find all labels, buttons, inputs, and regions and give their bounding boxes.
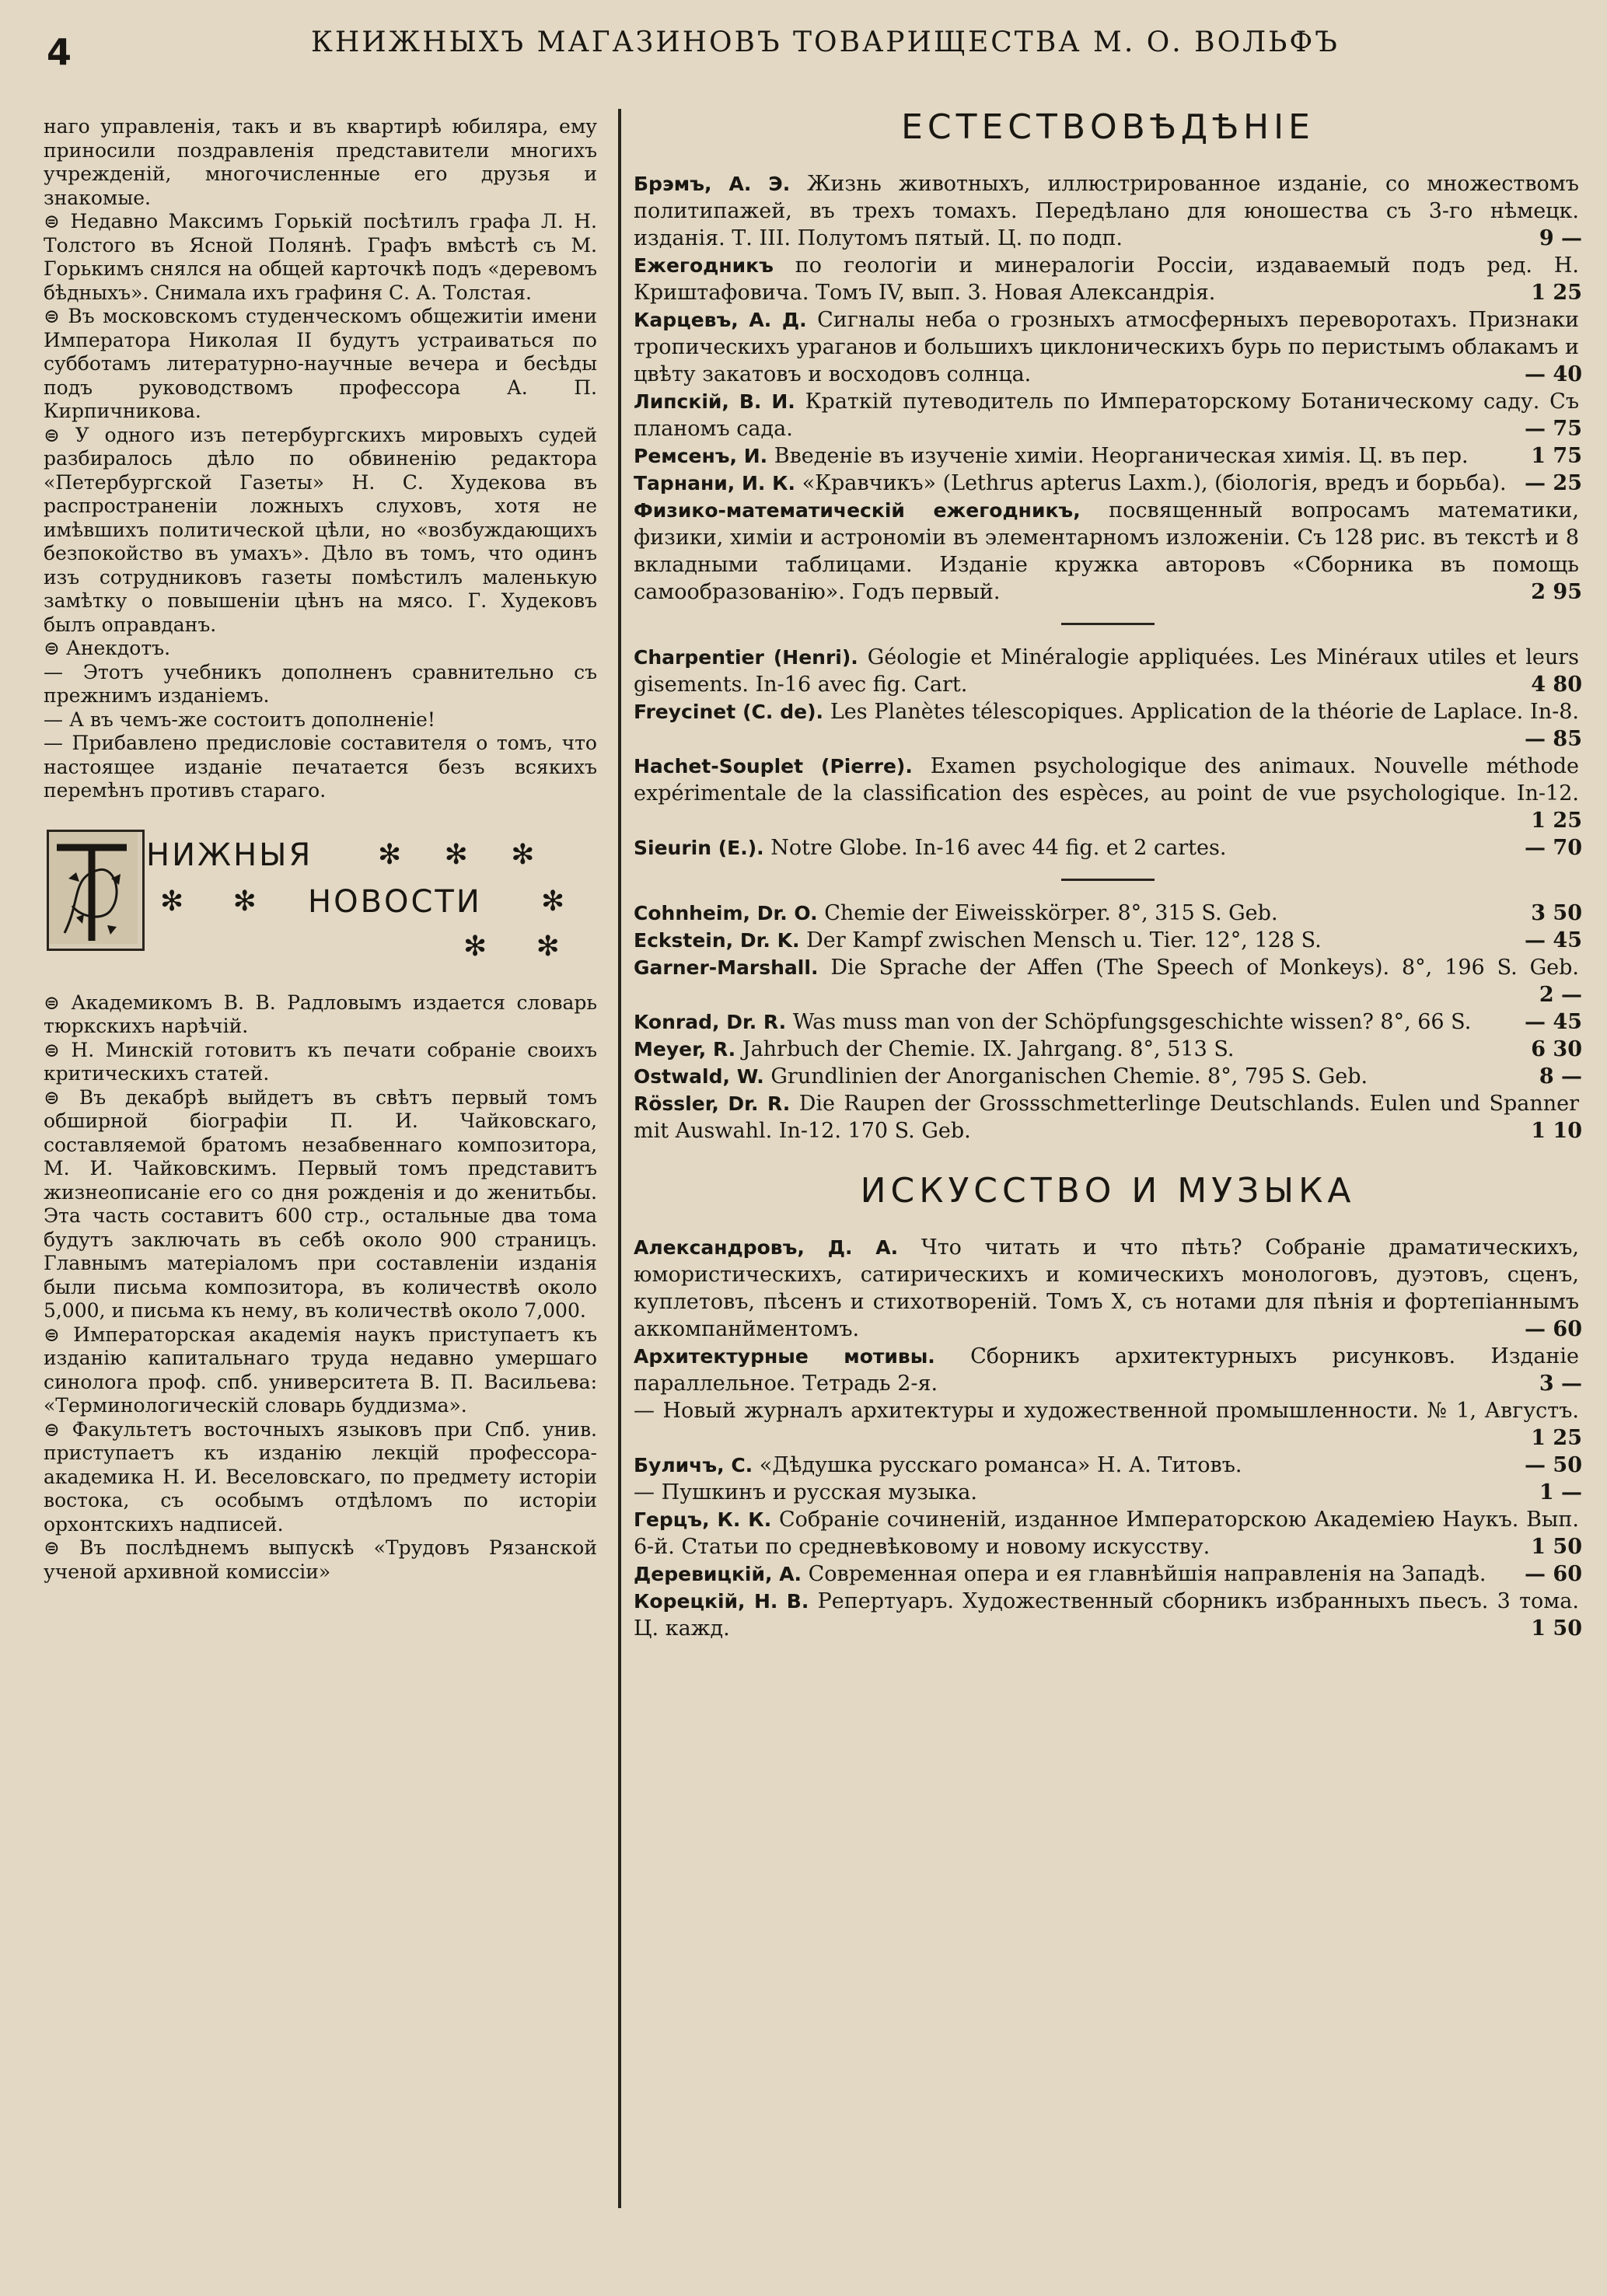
entry-title: «Кравчикъ» (Lethrus apterus Laxm.), (біологія, вредъ и борьба). xyxy=(802,471,1507,495)
entry-price: — 25 xyxy=(1520,470,1582,497)
entry-price: — 60 xyxy=(1520,1316,1582,1343)
separator-rule xyxy=(1061,623,1155,625)
catalog-entry xyxy=(634,1506,1582,1560)
catalog-entry xyxy=(634,753,1582,834)
catalog-entry xyxy=(634,900,1582,927)
entry-author: Карцевъ, А. Д. xyxy=(634,309,807,331)
paragraph: ⊜ Императорская академія наукъ приступаетъ къ изданію капитальнаго труда недавно умершаго синолога проф. спб. университета В. П. Васильева: «Терминологическій словарь буддизма». xyxy=(44,1323,597,1417)
catalog-entry xyxy=(634,1588,1582,1642)
entry-title: Jahrbuch der Chemie. IX. Jahrgang. 8°, 513 S. xyxy=(742,1037,1235,1061)
page-header xyxy=(0,0,1607,93)
entry-author: Архитектурные мотивы. xyxy=(634,1345,935,1368)
entry-author: Konrad, Dr. R. xyxy=(634,1011,787,1033)
entry-title: Der Kampf zwischen Mensch u. Tier. 12°, 128 S. xyxy=(806,928,1322,952)
entry-price: 1 75 xyxy=(1526,442,1582,470)
entry-author: Meyer, R. xyxy=(634,1038,736,1061)
running-head: КНИЖНЫХЪ МАГАЗИНОВЪ ТОВАРИЩЕСТВА М. О. ВОЛЬФЪ xyxy=(311,26,1340,58)
section-title-art-music: ИСКУССТВО И МУЗЫКА xyxy=(860,1171,1356,1211)
page-number: 4 xyxy=(47,31,72,73)
entry-price: 1 10 xyxy=(1526,1117,1582,1145)
stars-row-1: ✻ ✻ ✻ xyxy=(378,838,552,871)
entry-price: 9 — xyxy=(1535,225,1582,252)
catalog-entry xyxy=(634,1234,1582,1343)
entry-price: 1 25 xyxy=(1526,279,1582,306)
entry-author: Ostwald, W. xyxy=(634,1065,764,1088)
catalog-entry xyxy=(634,1063,1582,1090)
paragraph: ⊜ У одного изъ петербургскихъ мировыхъ судей разбиралось дѣло по обвиненію редактора «Петербургской Газеты» Н. С. Худекова въ распространеніи ложныхъ слуховъ, хотя не имѣвшихъ политической цѣли, но «возбуждающихъ безпокойство въ умахъ». Дѣло въ томъ, что одинъ изъ сотрудниковъ газеты помѣстилъ маленькую замѣтку о повышеніи цѣнъ на мясо. Г. Худековъ былъ оправданъ. xyxy=(44,423,597,636)
catalog-entry xyxy=(634,388,1582,442)
entry-author: Буличъ, С. xyxy=(634,1454,753,1476)
entry-author: Ремсенъ, И. xyxy=(634,445,768,467)
catalog-entry xyxy=(634,1036,1582,1063)
stars-row-2: ✻ ✻ xyxy=(160,885,277,917)
ornament-icon xyxy=(49,832,142,949)
paragraph: ⊜ Въ послѣднемъ выпускѣ «Трудовъ Рязанской ученой архивной комиссіи» xyxy=(44,1536,597,1583)
right-column xyxy=(634,100,1582,1642)
paragraph: — А въ чемъ-же состоитъ дополненіе! xyxy=(44,708,435,731)
entry-author: Charpentier (Henri). xyxy=(634,646,858,669)
stars-row-4: ✻ ✻ xyxy=(463,930,580,963)
catalog-entry xyxy=(634,834,1582,861)
entry-title: Введеніе въ изученіе химіи. Неорганическая химія. Ц. въ пер. xyxy=(774,444,1469,468)
entry-author: Тарнани, И. К. xyxy=(634,472,796,494)
art-music-entries xyxy=(634,1234,1582,1642)
entry-title: Die Sprache der Affen (The Speech of Monkeys). 8°, 196 S. Geb. xyxy=(830,956,1579,980)
entry-author: Eckstein, Dr. K. xyxy=(634,929,800,952)
left-paragraphs-top xyxy=(44,115,597,803)
entry-price: 1 — xyxy=(1535,1479,1582,1506)
german-entries xyxy=(634,900,1582,1145)
entry-title: посвященный вопросамъ математики, физики, химіи и астрономіи въ элементарномъ изложеніи. Съ 128 рис. въ текстѣ и 8 вкладными таблицами. Изданіе кружка авторовъ «Сборника въ помощь самообразованію». Годъ первый. xyxy=(634,498,1580,604)
left-paragraphs-bottom xyxy=(44,991,597,1585)
entry-price: — 75 xyxy=(1520,415,1582,442)
entry-price: 8 — xyxy=(1535,1063,1582,1090)
stars-row-3: ✻ xyxy=(541,885,582,917)
news-heading-word2: НОВОСТИ xyxy=(308,883,482,920)
entry-author: Деревицкій, А. xyxy=(634,1563,802,1585)
entry-author: Брэмъ, А. Э. xyxy=(634,173,791,195)
catalog-entry xyxy=(634,442,1582,470)
catalog-entry xyxy=(634,252,1582,306)
entry-title: Grundlinien der Anorganischen Chemie. 8°, 795 S. Geb. xyxy=(770,1064,1368,1089)
entry-price: 1 50 xyxy=(1526,1533,1582,1560)
entry-author: Freycinet (C. de). xyxy=(634,701,824,723)
entry-author: Garner-Marshall. xyxy=(634,956,819,979)
entry-title: Собраніе сочиненій, изданное Императорскою Академіею Наукъ. Вып. 6-й. Статьи по средневѣковому и новому искусству. xyxy=(634,1508,1579,1559)
catalog-entry xyxy=(634,698,1582,753)
entry-title: Что читать и что пѣть? Собраніе драматическихъ, юмористическихъ, сатирическихъ и комическихъ монологовъ, дуэтовъ, сценъ, куплетовъ, пѣсенъ и стихотвореній. Томъ X, съ нотами для пѣнія и фортепіаннымъ аккомпанйментомъ. xyxy=(634,1235,1579,1341)
paragraph: — Прибавлено предисловіе составителя о томъ, что настоящее изданіе печатается безъ всякихъ перемѣнъ противъ стараго. xyxy=(44,732,597,802)
entry-price: — 45 xyxy=(1520,1008,1582,1036)
entry-author: Корецкій, Н. В. xyxy=(634,1590,809,1613)
entry-author: Герцъ, К. К. xyxy=(634,1508,772,1531)
entry-title: Современная опера и ея главнѣйшія направленія на Западѣ. xyxy=(808,1562,1486,1586)
entry-author: Cohnheim, Dr. O. xyxy=(634,902,818,924)
entry-title: по геологіи и минералогіи Россіи, издаваемый подъ ред. Н. Криштафовича. Томъ IV, вып. 3. Новая Александрія. xyxy=(634,253,1579,305)
catalog-entry xyxy=(634,1343,1582,1397)
paragraph: ⊜ Академикомъ В. В. Радловымъ издается словарь тюркскихъ нарѣчій. xyxy=(44,991,597,1037)
catalog-entry xyxy=(634,1090,1582,1145)
entry-author: Липскій, В. И. xyxy=(634,390,795,413)
catalog-entry xyxy=(634,954,1582,1008)
news-heading xyxy=(44,830,597,977)
catalog-entry xyxy=(634,306,1582,388)
entry-title: Notre Globe. In-16 avec 44 fig. et 2 cartes. xyxy=(770,836,1227,860)
catalog-entry xyxy=(634,1560,1582,1588)
paragraph: ⊜ Въ декабрѣ выйдетъ въ свѣтъ первый томъ обширной біографіи П. И. Чайковскаго, составляемой братомъ незабвеннаго композитора, М. И. Чайковскимъ. Первый томъ представитъ жизнеописаніе его со дня рожденія и до женитьбы. Эта часть составитъ 600 стр., остальные два тома будутъ заключать въ себѣ около 900 страницъ. Главнымъ матеріаломъ при составленіи изданія были письма композитора, въ количествѣ около 5,000, и письма къ нему, въ количествѣ около 7,000. xyxy=(44,1085,597,1322)
entry-price: 4 80 xyxy=(1526,671,1582,698)
entry-title: Сигналы неба о грозныхъ атмосферныхъ переворотахъ. Признаки тропическихъ ураганов и большихъ циклоническихъ бурь по перистымъ облакамъ и цвѣту закатовъ и восходовъ солнца. xyxy=(634,308,1579,386)
news-heading-word1: НИЖНЫЯ xyxy=(146,837,313,873)
entry-title: «Дѣдушка русскаго романса» Н. А. Титовъ. xyxy=(759,1453,1242,1477)
section-title-natural-science: ЕСТЕСТВОВѢДѢНІЕ xyxy=(901,107,1315,147)
entry-price: 3 50 xyxy=(1526,900,1582,927)
paragraph: ⊜ Недавно Максимъ Горькій посѣтилъ графа Л. Н. Толстого въ Ясной Полянѣ. Графъ вмѣстѣ съ М. Горькимъ снялся на общей карточкѣ подъ «деревомъ бѣдныхъ». Снимала ихъ графиня С. А. Толстая. xyxy=(44,210,597,304)
catalog-entry xyxy=(634,497,1582,606)
natural-science-entries xyxy=(634,170,1582,606)
entry-price: — 50 xyxy=(1520,1452,1582,1479)
paragraph: ⊜ Н. Минскій готовитъ къ печати собраніе своихъ критическихъ статей. xyxy=(44,1038,597,1085)
paragraph: — Этотъ учебникъ дополненъ сравнительно съ прежнимъ изданіемъ. xyxy=(44,660,597,707)
catalog-entry xyxy=(634,170,1582,252)
paragraph: наго управленія, такъ и въ квартирѣ юбиляра, ему приносили поздравленія представители многихъ учрежденій, многочисленные его друзья и знакомые. xyxy=(44,115,597,209)
catalog-entry xyxy=(634,1397,1582,1452)
entry-title: Examen psychologique des animaux. Nouvelle méthode expérimentale de la classification des espèces, au point de vue psychologique. In-12. xyxy=(634,754,1579,806)
ornamental-initial xyxy=(47,830,145,951)
catalog-entry xyxy=(634,1452,1582,1479)
paragraph: ⊜ Въ московскомъ студенческомъ общежитіи имени Императора Николая II будутъ устраиваться по субботамъ литературно-научные вечера и бесѣды подъ руководствомъ профессора А. П. Кирпичникова. xyxy=(44,305,597,422)
entry-price: 2 95 xyxy=(1526,578,1582,606)
entry-title: Die Raupen der Grossschmetterlinge Deutschlands. Eulen und Spanner mit Auswahl. In-12. 170 S. Geb. xyxy=(634,1092,1579,1143)
entry-title: — Пушкинъ и русская музыка. xyxy=(634,1480,977,1504)
entry-title: Chemie der Eiweisskörper. 8°, 315 S. Geb. xyxy=(824,901,1278,925)
entry-author: Ежегодникъ xyxy=(634,254,774,277)
column-divider xyxy=(618,109,621,2208)
entry-price: 1 50 xyxy=(1526,1615,1582,1642)
french-entries xyxy=(634,644,1582,861)
entry-price: — 85 xyxy=(1520,725,1582,753)
entry-title: Was muss man von der Schöpfungsgeschichte wissen? 8°, 66 S. xyxy=(792,1010,1472,1034)
entry-title: Жизнь животныхъ, иллюстрированное изданіе, со множествомъ политипажей, въ трехъ томахъ. Передѣлано для юношества съ 3-го нѣмецк. изданія. Т. III. Полутомъ пятый. Ц. по подп. xyxy=(634,172,1579,250)
entry-title: Les Planètes télescopiques. Application de la théorie de Laplace. In-8. xyxy=(830,700,1579,724)
entry-price: 1 25 xyxy=(1526,807,1582,834)
entry-price: — 70 xyxy=(1520,834,1582,861)
entry-title: — Новый журналъ архитектуры и художественной промышленности. № 1, Августъ. xyxy=(634,1399,1579,1423)
entry-price: — 45 xyxy=(1520,927,1582,954)
paragraph: ⊜ Анекдотъ. xyxy=(44,637,171,659)
separator-rule xyxy=(1061,879,1155,881)
catalog-entry xyxy=(634,470,1582,497)
entry-price: 6 30 xyxy=(1526,1036,1582,1063)
paragraph: ⊜ Факультетъ восточныхъ языковъ при Спб. унив. приступаетъ къ изданію лекцій профессора-академика Н. И. Веселовскаго, по предмету исторіи востока, съ особымъ отдѣломъ по исторіи орхонтскихъ надписей. xyxy=(44,1417,597,1536)
entry-price: 1 25 xyxy=(1526,1424,1582,1452)
entry-price: 2 — xyxy=(1535,981,1582,1008)
entry-price: — 40 xyxy=(1520,361,1582,388)
catalog-entry xyxy=(634,644,1582,698)
catalog-entry xyxy=(634,1008,1582,1036)
left-column xyxy=(44,115,597,1584)
catalog-entry xyxy=(634,927,1582,954)
entry-price: 3 — xyxy=(1535,1370,1582,1397)
entry-price: — 60 xyxy=(1520,1560,1582,1588)
entry-title: Репертуаръ. Художественный сборникъ избранныхъ пьесъ. 3 тома. Ц. кажд. xyxy=(634,1589,1579,1641)
entry-author: Rössler, Dr. R. xyxy=(634,1092,791,1115)
entry-title: Краткій путеводитель по Императорскому Ботаническому саду. Съ планомъ сада. xyxy=(634,390,1579,441)
entry-author: Александровъ, Д. А. xyxy=(634,1236,899,1259)
entry-author: Физико-математическій ежегодникъ, xyxy=(634,499,1081,522)
catalog-entry xyxy=(634,1479,1582,1506)
entry-title: Géologie et Minéralogie appliquées. Les Minéraux utiles et leurs gisements. In-16 avec fig. Cart. xyxy=(634,645,1579,697)
entry-author: Sieurin (E.). xyxy=(634,837,764,859)
entry-author: Hachet-Souplet (Pierre). xyxy=(634,755,913,778)
entry-title: Сборникъ архитектурныхъ рисунковъ. Изданіе параллельное. Тетрадь 2-я. xyxy=(634,1344,1579,1396)
